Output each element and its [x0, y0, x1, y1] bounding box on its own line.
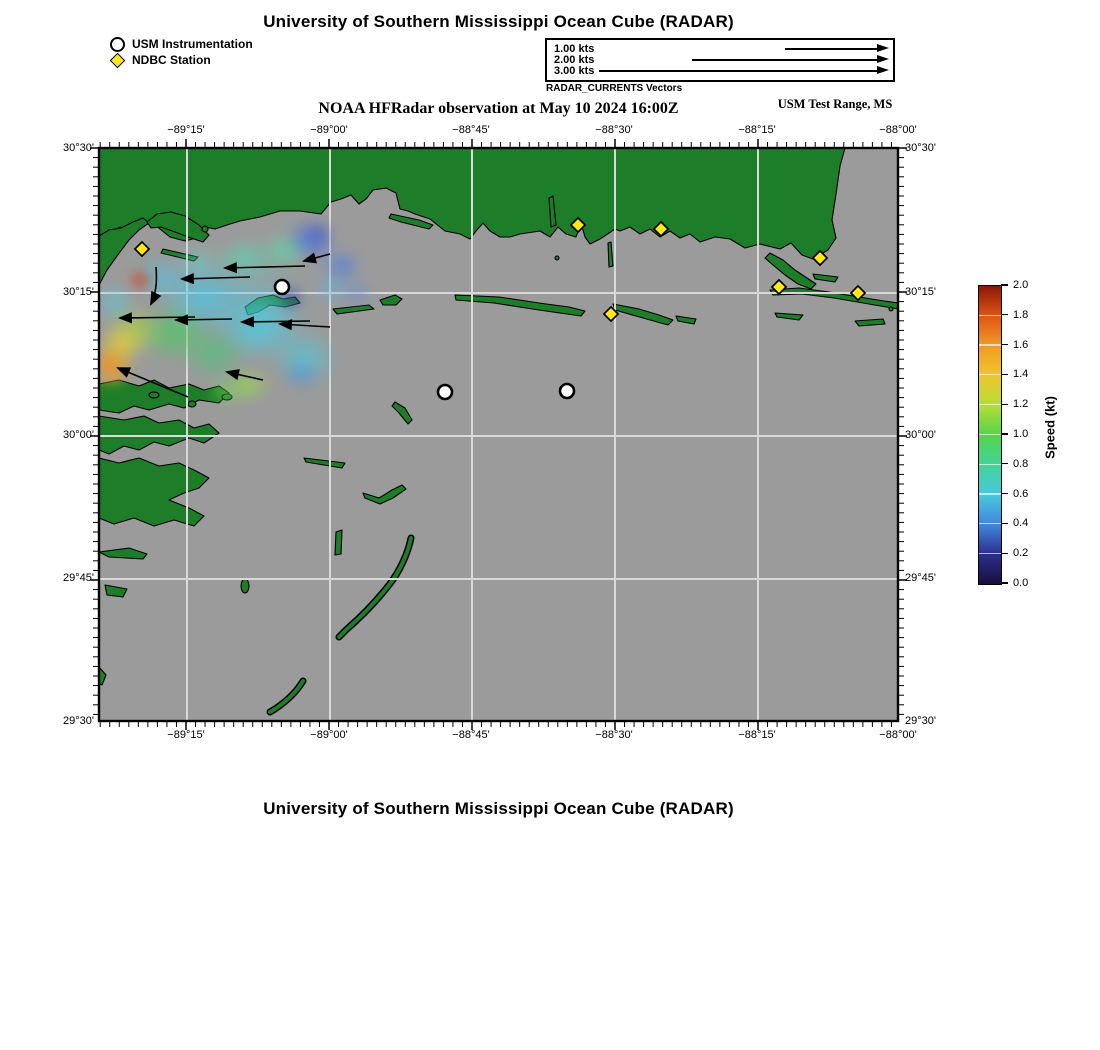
observation-subtitle: NOAA HFRadar observation at May 10 2024 16:00Z [318, 100, 679, 117]
colorbar-tick [1001, 553, 1008, 554]
colorbar-separator [979, 374, 1001, 375]
vector-scale-caption: RADAR_CURRENTS Vectors [546, 83, 683, 94]
legend-item-ndbc [110, 52, 211, 68]
colorbar-tick [1001, 314, 1008, 315]
y-tick-label: 29°30' [63, 715, 94, 727]
colorbar-tick [1001, 404, 1008, 405]
y-tick-label: 30°30' [63, 142, 94, 154]
colorbar-tick-label: 0.8 [1013, 457, 1029, 470]
x-tick-label: −89°15' [167, 124, 205, 136]
vector-scale-line [785, 48, 877, 50]
x-tick-label: −88°45' [452, 729, 490, 741]
vector-scale-line [692, 59, 877, 61]
y-tick-label: 30°30' [905, 142, 936, 154]
colorbar-separator [979, 344, 1001, 345]
map-border [99, 148, 898, 721]
colorbar-axis-label: Speed (kt) [1042, 396, 1058, 459]
x-tick-label: −89°00' [310, 729, 348, 741]
colorbar-ticks [1001, 279, 1041, 589]
colorbar-separator [979, 404, 1001, 405]
colorbar-tick-label: 1.4 [1013, 368, 1029, 381]
y-tick-label: 29°45' [63, 572, 94, 584]
x-tick-label: −88°00' [879, 124, 917, 136]
vector-scale-box [545, 38, 895, 82]
vector-scale-row-label: 3.00 kts [554, 65, 595, 77]
colorbar-separator [979, 464, 1001, 465]
colorbar-separator [979, 315, 1001, 316]
page-title: University of Southern Mississippi Ocean Cube (RADAR) [263, 12, 734, 31]
axis-tick-marks [90, 139, 907, 730]
footer-title: University of Southern Mississippi Ocean Cube (RADAR) [263, 799, 734, 818]
colorbar-tick-label: 0.4 [1013, 517, 1029, 530]
legend-label: NDBC Station [132, 53, 211, 67]
vector-scale-row-label: 2.00 kts [554, 54, 595, 66]
colorbar-tick-label: 1.0 [1013, 428, 1029, 440]
colorbar-tick-label: 0.0 [1013, 577, 1029, 589]
legend-label: USM Instrumentation [132, 37, 253, 51]
colorbar-separator [979, 493, 1001, 494]
diamond-icon [110, 55, 132, 66]
colorbar-tick-label: 2.0 [1013, 279, 1029, 291]
vector-scale-line [599, 70, 877, 72]
colorbar-tick-label: 0.6 [1013, 487, 1029, 500]
x-tick-label: −88°15' [738, 729, 776, 741]
test-range-label: USM Test Range, MS [777, 97, 893, 111]
colorbar-tick [1001, 284, 1008, 285]
vector-scale-row-label: 1.00 kts [554, 43, 595, 55]
y-tick-label: 30°00' [905, 429, 936, 441]
x-tick-label: −88°30' [595, 124, 633, 136]
colorbar-tick-label: 0.2 [1013, 547, 1029, 560]
colorbar-tick [1001, 374, 1008, 375]
y-tick-label: 30°00' [63, 429, 94, 441]
colorbar-separator [979, 553, 1001, 554]
colorbar-tick [1001, 433, 1008, 434]
colorbar-tick [1001, 523, 1008, 524]
colorbar-tick-label: 1.8 [1013, 308, 1029, 321]
vector-scale-arrowhead-icon [877, 66, 889, 74]
colorbar-separator [979, 523, 1001, 524]
x-tick-label: −88°30' [595, 729, 633, 741]
colorbar-tick [1001, 582, 1008, 583]
legend-item-usm [110, 36, 253, 52]
x-tick-label: −88°15' [738, 124, 776, 136]
x-tick-label: −89°15' [167, 729, 205, 741]
y-tick-label: 30°15' [63, 286, 94, 298]
y-tick-label: 29°30' [905, 715, 936, 727]
colorbar-tick [1001, 493, 1008, 494]
colorbar-tick [1001, 463, 1008, 464]
vector-scale-arrowhead-icon [877, 44, 889, 52]
colorbar-separator [979, 434, 1001, 435]
circle-icon [110, 37, 132, 52]
y-tick-label: 29°45' [905, 572, 936, 584]
colorbar-tick [1001, 344, 1008, 345]
x-tick-label: −89°00' [310, 124, 348, 136]
y-tick-label: 30°15' [905, 286, 936, 298]
colorbar-tick-label: 1.2 [1013, 398, 1029, 411]
speed-colorbar [978, 285, 1002, 585]
x-tick-label: −88°00' [879, 729, 917, 741]
colorbar-tick-label: 1.6 [1013, 338, 1029, 351]
vector-scale-arrowhead-icon [877, 55, 889, 63]
x-tick-label: −88°45' [452, 124, 490, 136]
map-frame-and-ticks [83, 132, 914, 737]
